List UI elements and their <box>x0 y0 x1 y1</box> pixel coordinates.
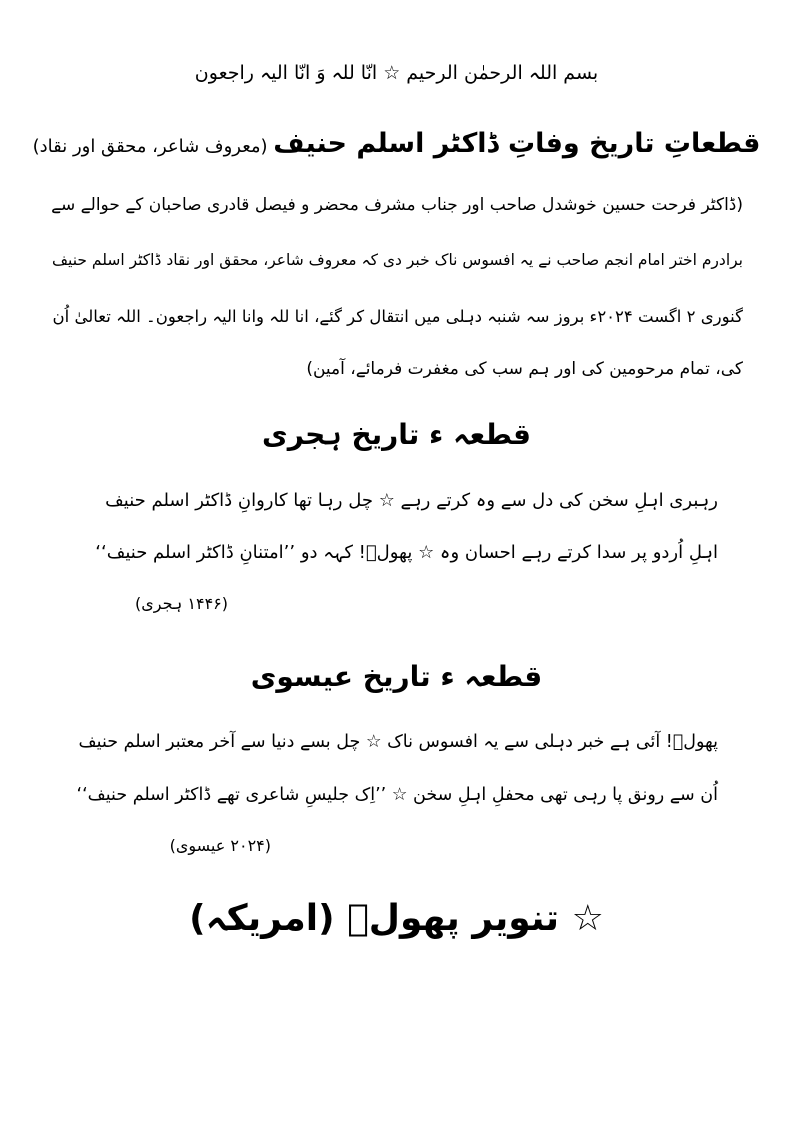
title-main: قطعاتِ تاریخ وفاتِ ڈاکٹر اسلم حنیف <box>273 128 761 159</box>
intro-line-3: گنوری ۲ اگست ۲۰۲۴ء بروز سہ شنبہ دہلی میں انتقال کر گئے، انا للہ وانا الیہ راجعون۔ اللہ تعالیٰ اُن <box>52 307 743 326</box>
document-title <box>0 128 793 159</box>
bismillah-line: بسم اللہ الرحمٰن الرحیم ☆ انّا للہ وَ انّا الیہ راجعون <box>194 62 599 84</box>
isawi-date: (۲۰۲۴ عیسوی) <box>169 836 271 855</box>
hijri-verse-2: اہلِ اُردو پر سدا کرتے رہے احسان وہ ☆ پھولؔ! کہہ دو ’’امتنانِ ڈاکٹر اسلم حنیف‘‘ <box>95 542 718 563</box>
signature: ☆ تنویر پھولؔ (امریکہ) <box>189 898 604 939</box>
hijri-verse-1: رہبری اہلِ سخن کی دل سے وہ کرتے رہے ☆ چل رہا تھا کاروانِ ڈاکٹر اسلم حنیف <box>105 490 718 511</box>
hijri-date: (۱۴۴۶ ہجری) <box>134 594 228 613</box>
isawi-heading: قطعہ ء تاریخ عیسوی <box>250 660 543 693</box>
title-subtitle: (معروف شاعر، محقق اور نقاد) <box>32 136 274 157</box>
hijri-heading: قطعہ ء تاریخ ہجری <box>262 418 531 451</box>
isawi-verse-2: اُن سے رونق پا رہی تھی محفلِ اہلِ سخن ☆ ’’اِک جلیسِ شاعری تھے ڈاکٹر اسلم حنیف‘‘ <box>76 785 718 805</box>
intro-line-2: برادرم اختر امام انجم صاحب نے یہ افسوس ناک خبر دی کہ معروف شاعر، محقق اور نقاد ڈاکٹر اسلم حنیف <box>52 251 743 269</box>
isawi-verse-1: پھولؔ! آئی ہے خبر دہلی سے یہ افسوس ناک ☆ چل بسے دنیا سے آخر معتبر اسلم حنیف <box>78 732 718 752</box>
intro-line-4: کی، تمام مرحومین کی اور ہم سب کی مغفرت فرمائے، آمین) <box>306 359 743 379</box>
intro-line-1: (ڈاکٹر فرحت حسین خوشدل صاحب اور جناب مشرف محضر و فیصل قادری صاحبان کے حوالے سے <box>51 195 743 215</box>
